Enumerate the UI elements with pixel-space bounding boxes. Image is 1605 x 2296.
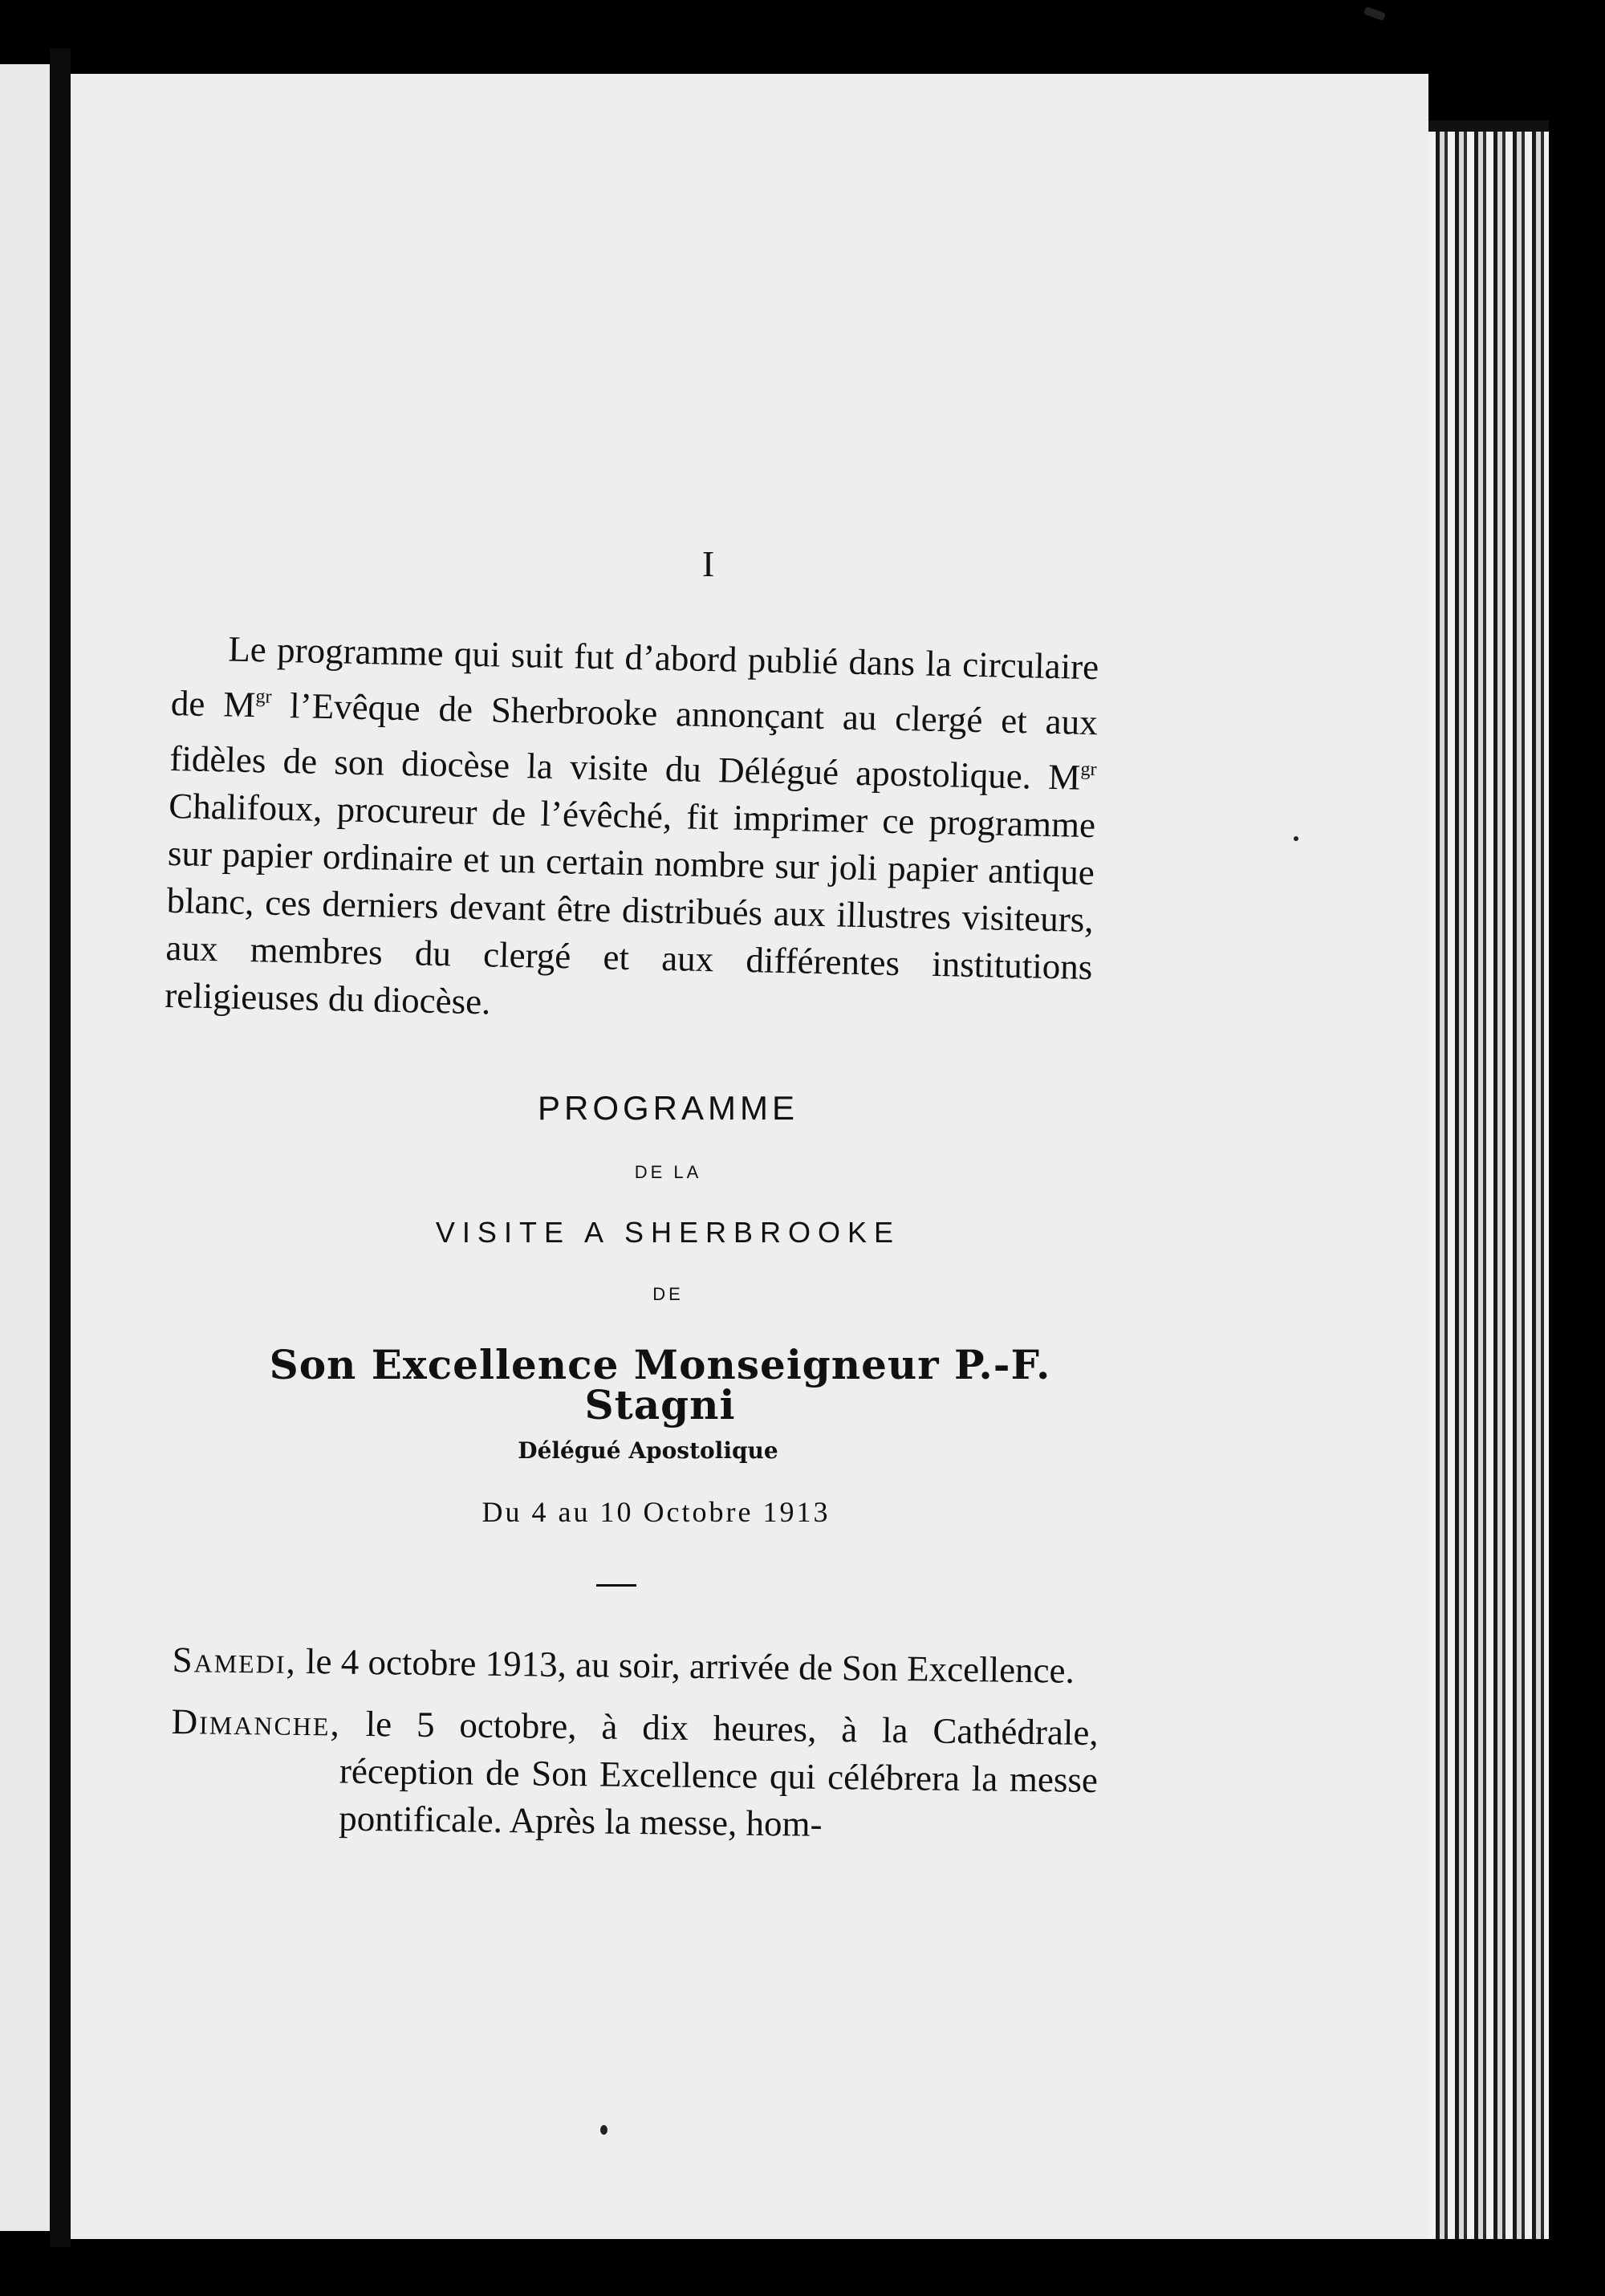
page-content	[164, 543, 1099, 1855]
book-gutter	[50, 48, 71, 2247]
speck-mark	[1363, 6, 1386, 21]
programme-visite: VISITE A SHERBROOKE	[435, 1216, 901, 1249]
separator-dash	[596, 1584, 636, 1587]
section-number: I	[701, 543, 715, 584]
programme-de: DE	[652, 1284, 684, 1304]
entry-text: le 4 octobre 1913, au soir, arrivée de Son Excellence.	[296, 1640, 1075, 1691]
entry-text: le 5 octobre, à dix heures, à la Cathédrale, réception de Son Excellence qui célébrera la messe pontificale. Après la messe, hom-	[338, 1703, 1099, 1844]
speck-mark	[1294, 836, 1298, 841]
programme-excellence: Son Excellence Monseigneur P.-F. Stagni	[269, 1341, 1051, 1428]
programme-title: PROGRAMME	[537, 1089, 798, 1127]
intro-text-2: l’Evêque de Sherbrooke annonçant au clergé et aux fidèles de son diocèse la visite du Délégué apostolique. M	[169, 685, 1099, 798]
entry-samedi	[172, 1636, 1099, 1695]
intro-text-1: Le programme qui suit fut d’abord publié dans la circulaire de M	[170, 628, 1099, 725]
speck-mark	[600, 2125, 607, 2135]
superscript-gr: gr	[255, 686, 272, 708]
page-edges-top	[1428, 120, 1549, 132]
entry-day: Samedi,	[172, 1639, 298, 1681]
programme-delegue: Délégué Apostolique	[518, 1437, 778, 1464]
intro-paragraph	[165, 624, 1099, 1038]
programme-entries	[170, 1636, 1099, 1851]
facing-page-edge	[0, 64, 55, 2231]
entry-dimanche	[170, 1698, 1099, 1851]
superscript-gr: gr	[1080, 758, 1097, 781]
entry-day: Dimanche,	[171, 1701, 342, 1744]
programme-de-la: DE LA	[634, 1162, 702, 1182]
programme-dates: Du 4 au 10 Octobre 1913	[482, 1496, 831, 1528]
intro-text-3: Chalifoux, procureur de l’évêché, fit imprimer ce programme sur papier ordinaire et un certain nombre sur joli papier antique blanc, ces derniers devant être distribués aux illustres visiteurs, aux membres du clergé et aux différentes institutions religieuses du diocèse.	[164, 785, 1096, 1022]
page-edges	[1428, 120, 1549, 2239]
